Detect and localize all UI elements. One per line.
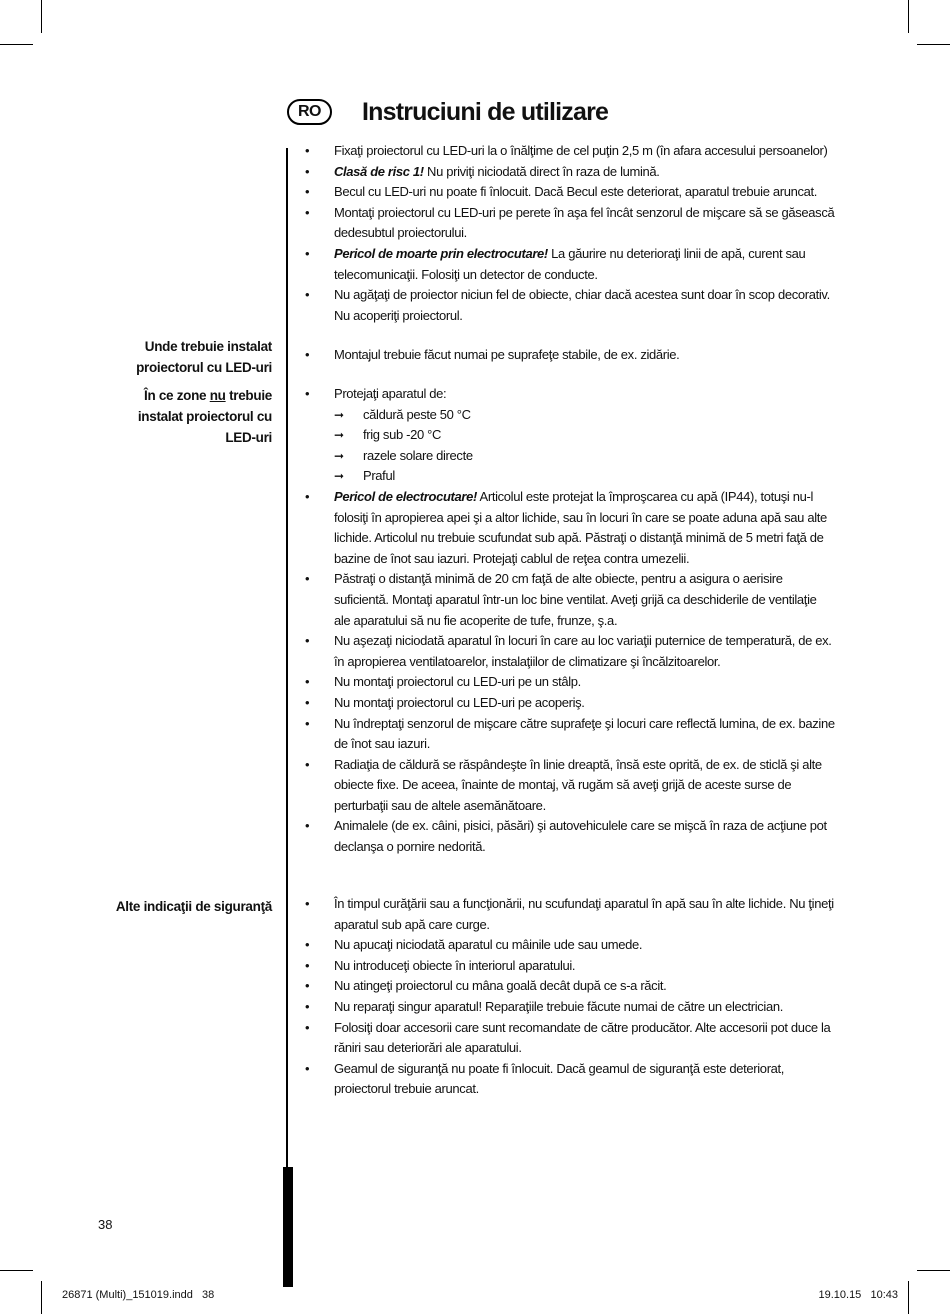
crop-mark: [917, 1270, 950, 1271]
list-item: • Pericol de electrocutare! Articolul este protejat la împroşcarea cu apă (IP44), totuşi nu-l folosiţi în apropierea apei şi a altor lichide, sau în locuri în care se poate aduna apă sau alte lichide. Articolul nu trebuie scufundat sub apă. Păstraţi o distanţă minimă de 5 metri faţă de bazine de înot sau iazuri. Protejaţi cablul de reţea contra umezelii.: [305, 487, 835, 569]
other-safety-list: [305, 894, 835, 1100]
page-edge-bar: [283, 1167, 293, 1287]
page-title: Instruciuni de utilizare: [362, 98, 609, 126]
heading-where-not-install: În ce zone nu trebuie instalat proiectorul cu LED-uri: [137, 388, 272, 445]
list-item: • Fixaţi proiectorul cu LED-uri la o înălţime de cel puţin 2,5 m (în afara accesului persoanelor): [305, 141, 835, 162]
crop-mark: [0, 1270, 33, 1271]
crop-mark: [908, 0, 909, 33]
general-safety-list: [305, 141, 835, 326]
crop-mark: [908, 1281, 909, 1314]
protect-sublist: [334, 405, 835, 487]
column-divider: [286, 148, 288, 1168]
list-item: • Nu montaţi proiectorul cu LED-uri pe acoperiş.: [305, 693, 835, 714]
list-item: • Nu atingeţi proiectorul cu mâna goală decât după ce s-a răcit.: [305, 976, 835, 997]
crop-mark: [41, 0, 42, 33]
arrow-right-icon: ➞: [334, 428, 344, 443]
print-slug-date: 19.10.15 10:43: [818, 1289, 898, 1301]
list-item: • Becul cu LED-uri nu poate fi înlocuit. Dacă Becul este deteriorat, aparatul trebuie aruncat.: [305, 182, 835, 203]
heading-where-install: Unde trebuie instalat proiectorul cu LED-uri: [136, 339, 272, 375]
arrow-right-icon: ➞: [334, 448, 344, 463]
arrow-right-icon: ➞: [334, 469, 344, 484]
sublist-item: ➞ razele solare directe: [334, 446, 835, 467]
list-item: • Nu aşezaţi niciodată aparatul în locuri în care au loc variaţii puternice de temperatură, de ex. în apropierea ventilatoarelor, instalaţiilor de climatizare şi încălzitoarelor.: [305, 631, 835, 672]
list-item: • Nu apucaţi niciodată aparatul cu mâinile ude sau umede.: [305, 935, 835, 956]
list-item: • Nu reparaţi singur aparatul! Reparaţiile trebuie făcute numai de către un electrician.: [305, 997, 835, 1018]
avoid-location-list: [305, 384, 835, 858]
list-item: • Animalele (de ex. câini, pisici, păsări) şi autovehiculele care se mişcă în raza de acţiune pot declanşa o pornire nedorită.: [305, 816, 835, 857]
print-slug-file: 26871 (Multi)_151019.indd 38: [62, 1289, 215, 1301]
crop-mark: [0, 44, 33, 45]
list-item: • Nu îndreptaţi senzorul de mişcare către suprafeţe şi locuri care reflectă lumina, de ex. bazine de înot sau iazuri.: [305, 714, 835, 755]
list-item: • Folosiţi doar accesorii care sunt recomandate de către producător. Alte accesorii pot duce la răniri sau deteriorări ale aparatului.: [305, 1018, 835, 1059]
list-item: • Nu introduceţi obiecte în interiorul aparatului.: [305, 956, 835, 977]
page-number: 38: [98, 1217, 113, 1232]
list-item: • Montaţi proiectorul cu LED-uri pe perete în aşa fel încât senzorul de mişcare să se găsească dedesubtul proiectorului.: [305, 203, 835, 244]
crop-mark: [917, 44, 950, 45]
language-badge: RO: [287, 99, 332, 125]
list-item: • Protejaţi aparatul de: ➞ căldură peste 50 °C ➞ frig sub -20 °C ➞ razele solare directe ➞ Praful: [305, 384, 835, 487]
list-item: • Montajul trebuie făcut numai pe suprafeţe stabile, de ex. zidărie.: [305, 345, 835, 366]
crop-mark: [41, 1281, 42, 1314]
list-item: • În timpul curăţării sau a funcţionării, nu scufundaţi aparatul în apă sau în alte lichide. Nu ţineţi aparatul sub apă care curge.: [305, 894, 835, 935]
heading-other-safety: Alte indicaţii de siguranţă: [115, 899, 272, 914]
sublist-item: ➞ căldură peste 50 °C: [334, 405, 835, 426]
list-item: • Păstraţi o distanţă minimă de 20 cm faţă de alte obiecte, pentru a asigura o aerisire suficientă. Montaţi aparatul într-un loc bine ventilat. Aveţi grijă ca deschiderile de ventilaţie ale aparatului să nu fie acoperite de tufe, frunze, ş.a.: [305, 569, 835, 631]
sublist-item: ➞ frig sub -20 °C: [334, 425, 835, 446]
list-item: • Pericol de moarte prin electrocutare! La găurire nu deterioraţi linii de apă, curent sau telecomunicaţii. Folosiţi un detector de conducte.: [305, 244, 835, 285]
sublist-item: ➞ Praful: [334, 466, 835, 487]
arrow-right-icon: ➞: [334, 407, 344, 422]
list-item: • Radiaţia de căldură se răspândeşte în linie dreaptă, însă este oprită, de ex. de sticlă şi alte obiecte fixe. De aceea, înainte de montaj, vă rugăm să aveţi grijă de aceste surse de perturbaţii sau de altele asemănătoare.: [305, 755, 835, 817]
list-item: • Clasă de risc 1! Nu priviţi niciodată direct în raza de lumină.: [305, 162, 835, 183]
install-location-list: [305, 345, 835, 366]
list-item: • Nu montaţi proiectorul cu LED-uri pe un stâlp.: [305, 672, 835, 693]
list-item: • Geamul de siguranţă nu poate fi înlocuit. Dacă geamul de siguranţă este deteriorat, proiectorul trebuie aruncat.: [305, 1059, 835, 1100]
list-item: • Nu agăţaţi de proiector niciun fel de obiecte, chiar dacă acestea sunt doar în scop decorativ. Nu acoperiţi proiectorul.: [305, 285, 835, 326]
